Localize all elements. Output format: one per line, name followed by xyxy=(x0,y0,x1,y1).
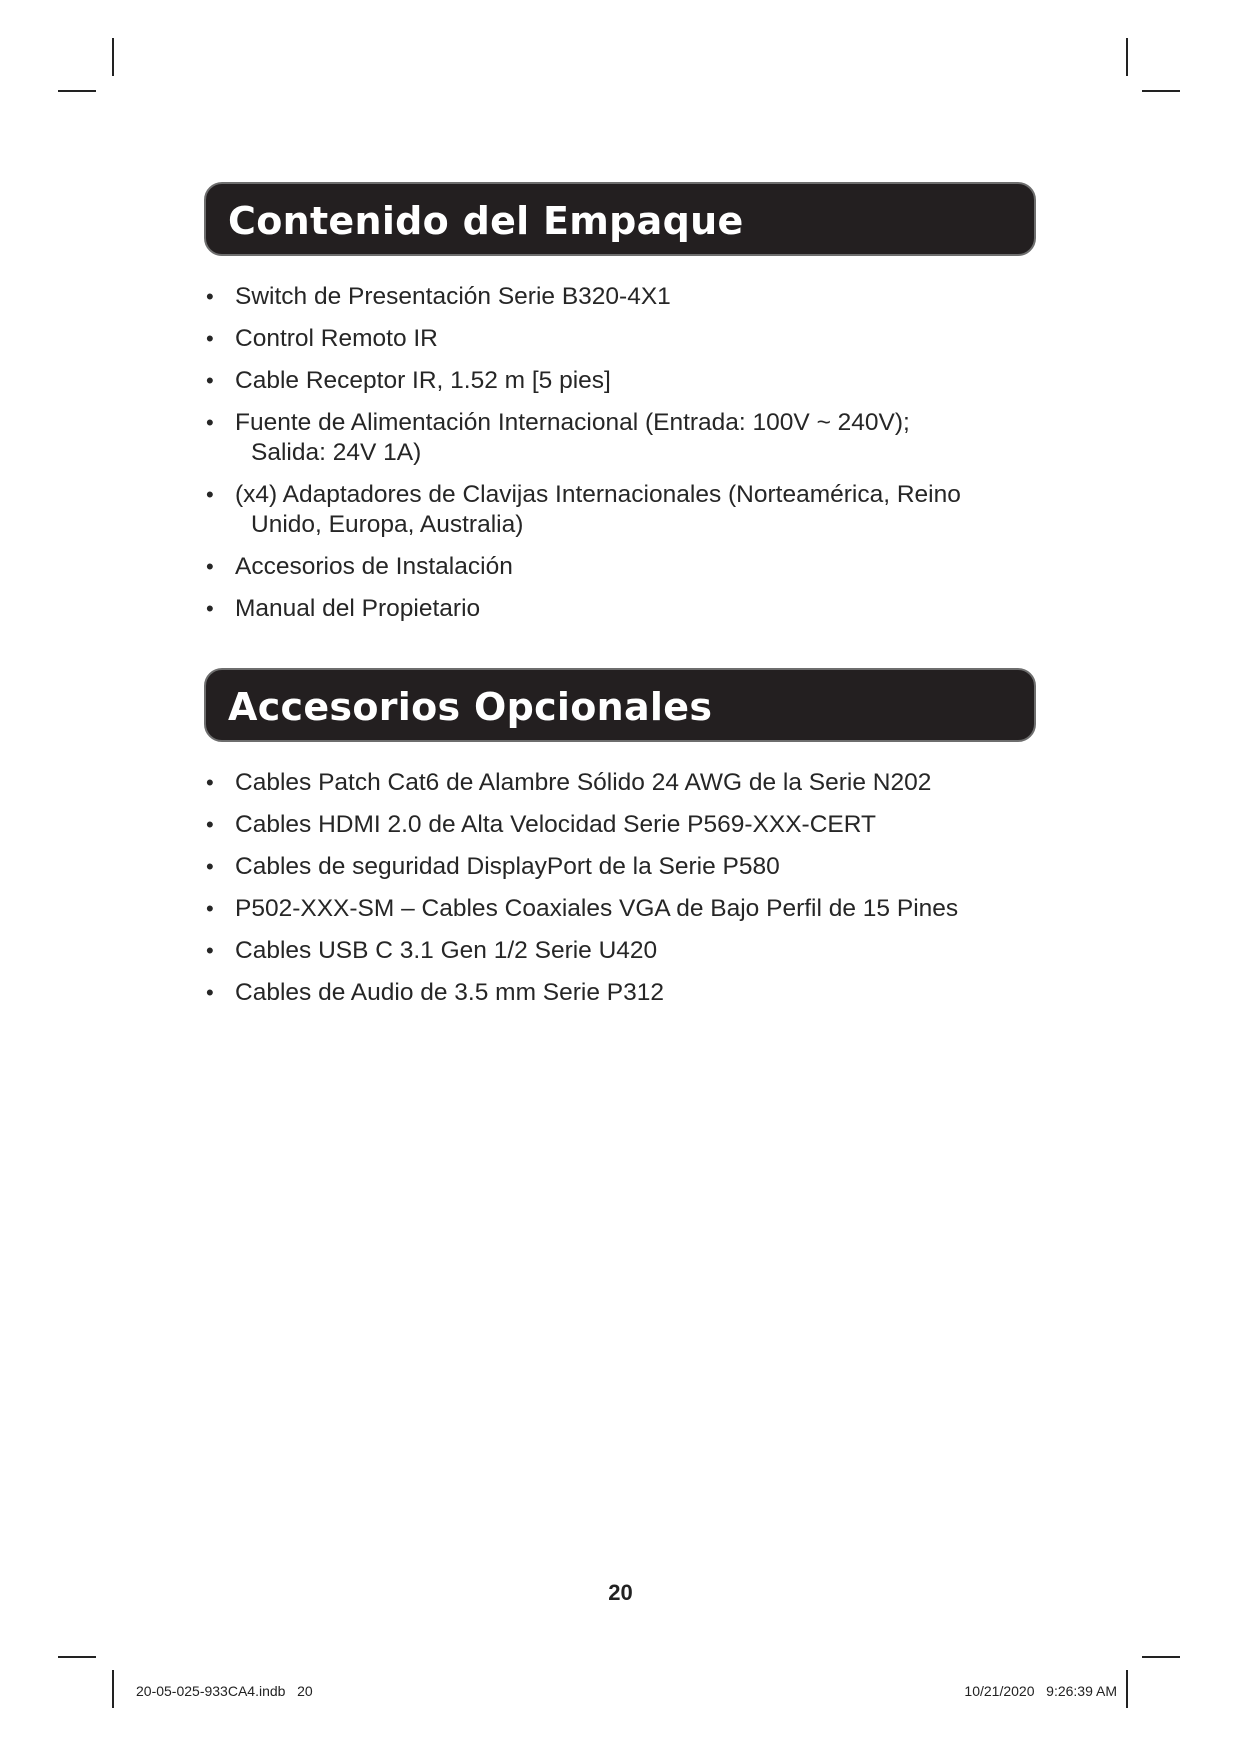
bullet-icon: • xyxy=(206,284,214,309)
list-item-text-continued: Salida: 24V 1A) xyxy=(251,439,422,466)
list-item xyxy=(206,324,1036,354)
crop-mark-bottom-right-horizontal xyxy=(1142,1656,1180,1658)
footer-file-name: 20-05-025-933CA4.indb 20 xyxy=(136,1683,313,1699)
crop-mark-bottom-right-vertical xyxy=(1126,1670,1128,1708)
list-item-text: Manual del Propietario xyxy=(235,595,481,622)
crop-mark-top-right-vertical xyxy=(1126,38,1128,76)
bullet-icon: • xyxy=(206,326,214,351)
list-item-text: Cables HDMI 2.0 de Alta Velocidad Serie P569-XXX-CERT xyxy=(235,811,876,838)
bullet-icon: • xyxy=(206,938,214,963)
list-item-text: Cables Patch Cat6 de Alambre Sólido 24 AWG de la Serie N202 xyxy=(235,769,932,796)
bullet-icon: • xyxy=(206,770,214,795)
list-item xyxy=(206,852,1036,882)
list-item xyxy=(206,894,1036,924)
bullet-icon: • xyxy=(206,554,214,579)
crop-mark-bottom-left-horizontal xyxy=(58,1656,96,1658)
crop-mark-top-left-horizontal xyxy=(58,90,96,92)
bullet-icon: • xyxy=(206,368,214,393)
bullet-icon: • xyxy=(206,482,214,507)
list-item-text: Switch de Presentación Serie B320-4X1 xyxy=(235,283,671,310)
list-item-text: Accesorios de Instalación xyxy=(235,553,513,580)
list-item-text: P502-XXX-SM – Cables Coaxiales VGA de Bajo Perfil de 15 Pines xyxy=(235,895,959,922)
list-item xyxy=(206,366,1036,396)
list-item xyxy=(206,552,1036,582)
bullet-icon: • xyxy=(206,596,214,621)
list-item-text: (x4) Adaptadores de Clavijas Internacionales (Norteamérica, Reino xyxy=(235,481,961,508)
list-item xyxy=(206,768,1036,798)
crop-mark-top-right-horizontal xyxy=(1142,90,1180,92)
list-item-text: Fuente de Alimentación Internacional (Entrada: 100V ~ 240V); xyxy=(235,409,910,436)
list-item xyxy=(206,810,1036,840)
list-item xyxy=(206,480,1036,540)
optional-accessories-list xyxy=(206,768,1036,1020)
list-item-text: Cables de seguridad DisplayPort de la Serie P580 xyxy=(235,853,780,880)
bullet-icon: • xyxy=(206,854,214,879)
section-header-optional-accessories xyxy=(204,668,1036,742)
bullet-icon: • xyxy=(206,812,214,837)
list-item-text: Control Remoto IR xyxy=(235,325,438,352)
list-item xyxy=(206,282,1036,312)
bullet-icon: • xyxy=(206,980,214,1005)
section-title: Accesorios Opcionales xyxy=(228,685,713,729)
list-item xyxy=(206,408,1036,468)
list-item xyxy=(206,936,1036,966)
list-item xyxy=(206,978,1036,1008)
page-number: 20 xyxy=(608,1580,633,1605)
bullet-icon: • xyxy=(206,410,214,435)
list-item-text-continued: Unido, Europa, Australia) xyxy=(251,511,524,538)
crop-mark-bottom-left-vertical xyxy=(112,1670,114,1708)
footer-timestamp: 10/21/2020 9:26:39 AM xyxy=(964,1683,1117,1699)
crop-mark-top-left-vertical xyxy=(112,38,114,76)
list-item-text: Cables USB C 3.1 Gen 1/2 Serie U420 xyxy=(235,937,658,964)
list-item-text: Cables de Audio de 3.5 mm Serie P312 xyxy=(235,979,665,1006)
list-item xyxy=(206,594,1036,624)
list-item-text: Cable Receptor IR, 1.52 m [5 pies] xyxy=(235,367,611,394)
section-header-package-contents xyxy=(204,182,1036,256)
section-title: Contenido del Empaque xyxy=(228,199,744,243)
package-contents-list xyxy=(206,282,1036,636)
bullet-icon: • xyxy=(206,896,214,921)
